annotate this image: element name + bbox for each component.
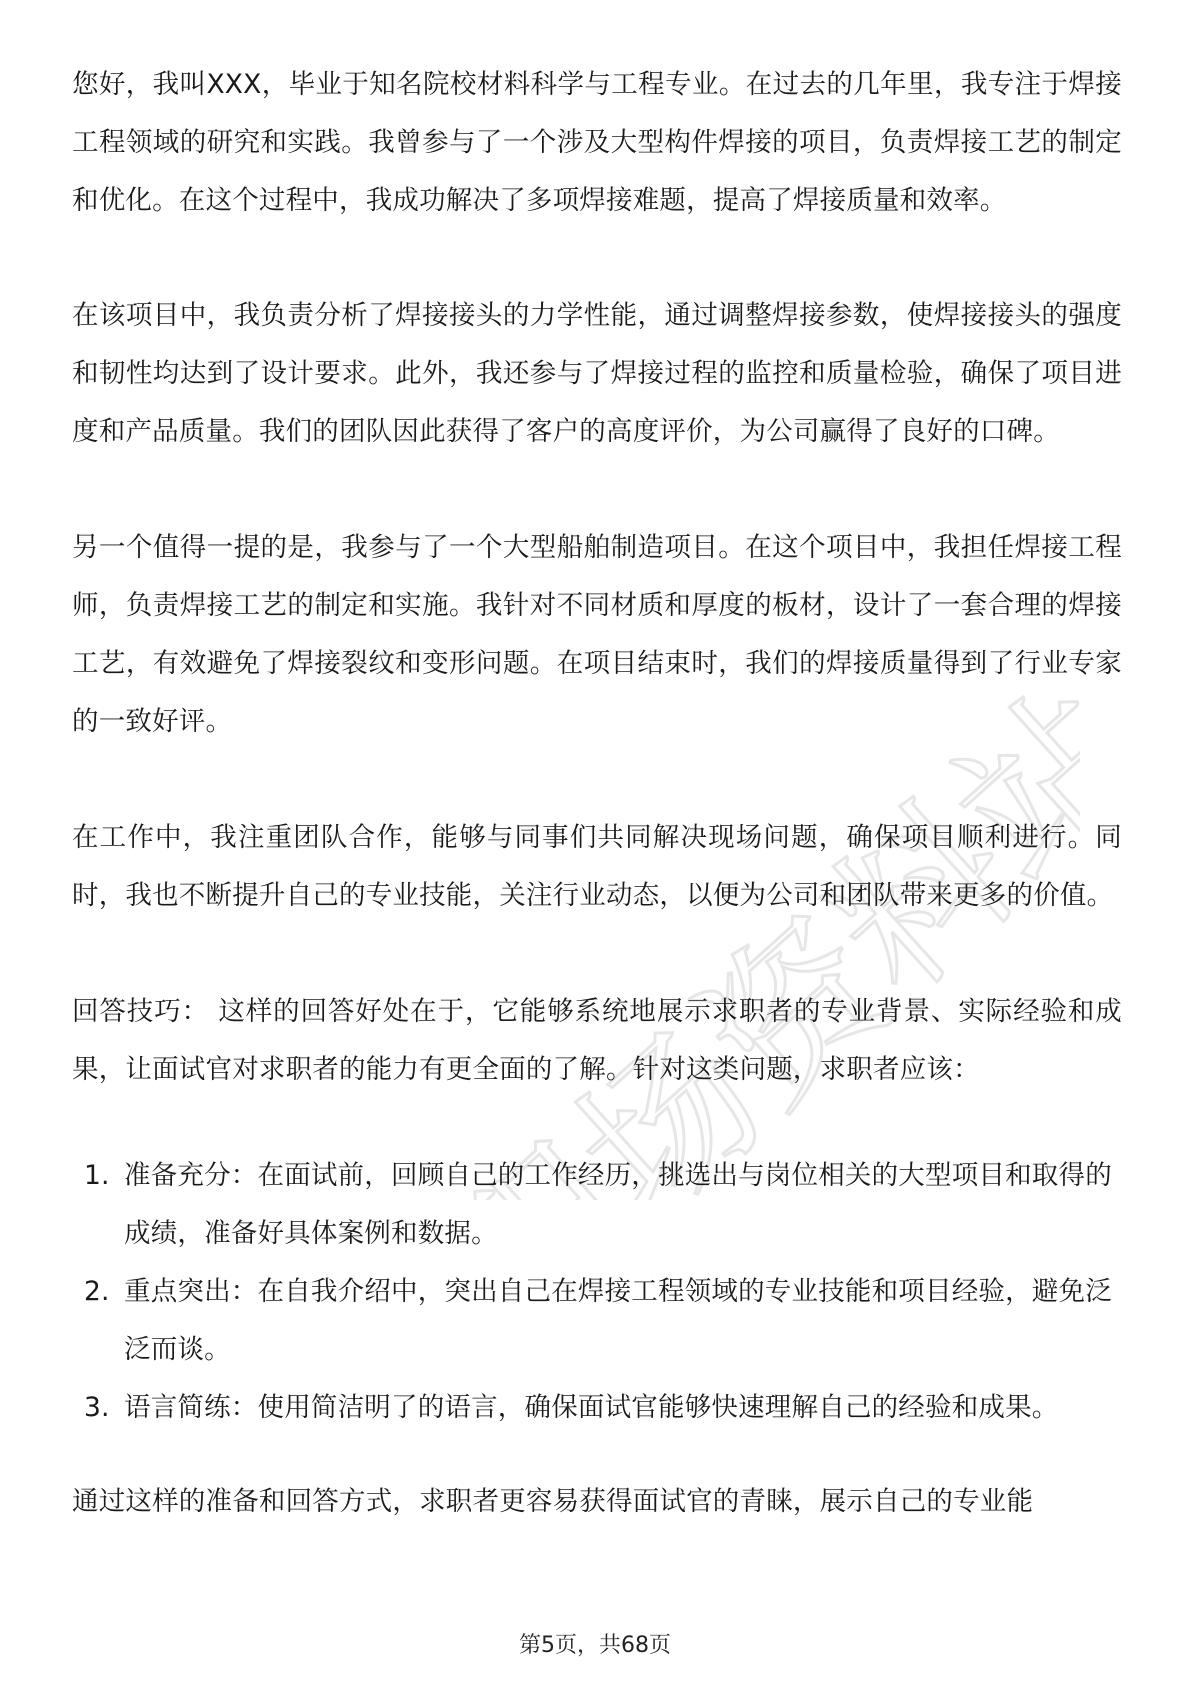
watermark-text: 职场资料站: [414, 654, 1080, 1200]
list-item-text: 语言简练：使用简洁明了的语言，确保面试官能够快速理解自己的经验和成果。: [124, 1392, 1059, 1423]
paragraph-intro: 您好，我叫XXX，毕业于知名院校材料科学与工程专业。在过去的几年里，我专注于焊接工程领域的研究和实践。我曾参与了一个涉及大型构件焊接的项目，负责焊接工艺的制定和优化。在这个过程中，我成功解决了多项焊接难题，提高了焊接质量和效率。: [72, 69, 1122, 216]
document-body: [72, 56, 1122, 1589]
paragraph-project: 在该项目中，我负责分析了焊接接头的力学性能，通过调整焊接参数，使焊接接头的强度和韧性均达到了设计要求。此外，我还参与了焊接过程的监控和质量检验，确保了项目进度和产品质量。我们的团队因此获得了客户的高度评价，为公司赢得了良好的口碑。: [72, 300, 1122, 447]
paragraph-teamwork: 在工作中，我注重团队合作，能够与同事们共同解决现场问题，确保项目顺利进行。同时，我也不断提升自己的专业技能，关注行业动态，以便为公司和团队带来更多的价值。: [72, 822, 1122, 911]
list-item: [72, 1147, 1122, 1263]
tips-list: [72, 1147, 1122, 1437]
list-item-text: 重点突出：在自我介绍中，突出自己在焊接工程领域的专业技能和项目经验，避免泛泛而谈。: [124, 1276, 1112, 1365]
page-number-footer: 第5页，共68页: [519, 1633, 671, 1658]
paragraph-closing: 通过这样的准备和回答方式，求职者更容易获得面试官的青睐，展示自己的专业能: [72, 1486, 1034, 1517]
list-item-text: 准备充分：在面试前，回顾自己的工作经历，挑选出与岗位相关的大型项目和取得的成绩，准备好具体案例和数据。: [124, 1160, 1112, 1249]
paragraph-ship-project: 另一个值得一提的是，我参与了一个大型船舶制造项目。在这个项目中，我担任焊接工程师，负责焊接工艺的制定和实施。我针对不同材质和厚度的板材，设计了一套合理的焊接工艺，有效避免了焊接裂纹和变形问题。在项目结束时，我们的焊接质量得到了行业专家的一致好评。: [72, 532, 1122, 737]
list-item-number: 3.: [84, 1392, 110, 1423]
list-item: [72, 1263, 1122, 1379]
list-item: [72, 1379, 1122, 1437]
list-item-number: 1.: [84, 1160, 110, 1191]
list-item-number: 2.: [84, 1276, 110, 1307]
paragraph-answer-tips: 回答技巧： 这样的回答好处在于，它能够系统地展示求职者的专业背景、实际经验和成果，让面试官对求职者的能力有更全面的了解。针对这类问题，求职者应该：: [72, 996, 1122, 1085]
